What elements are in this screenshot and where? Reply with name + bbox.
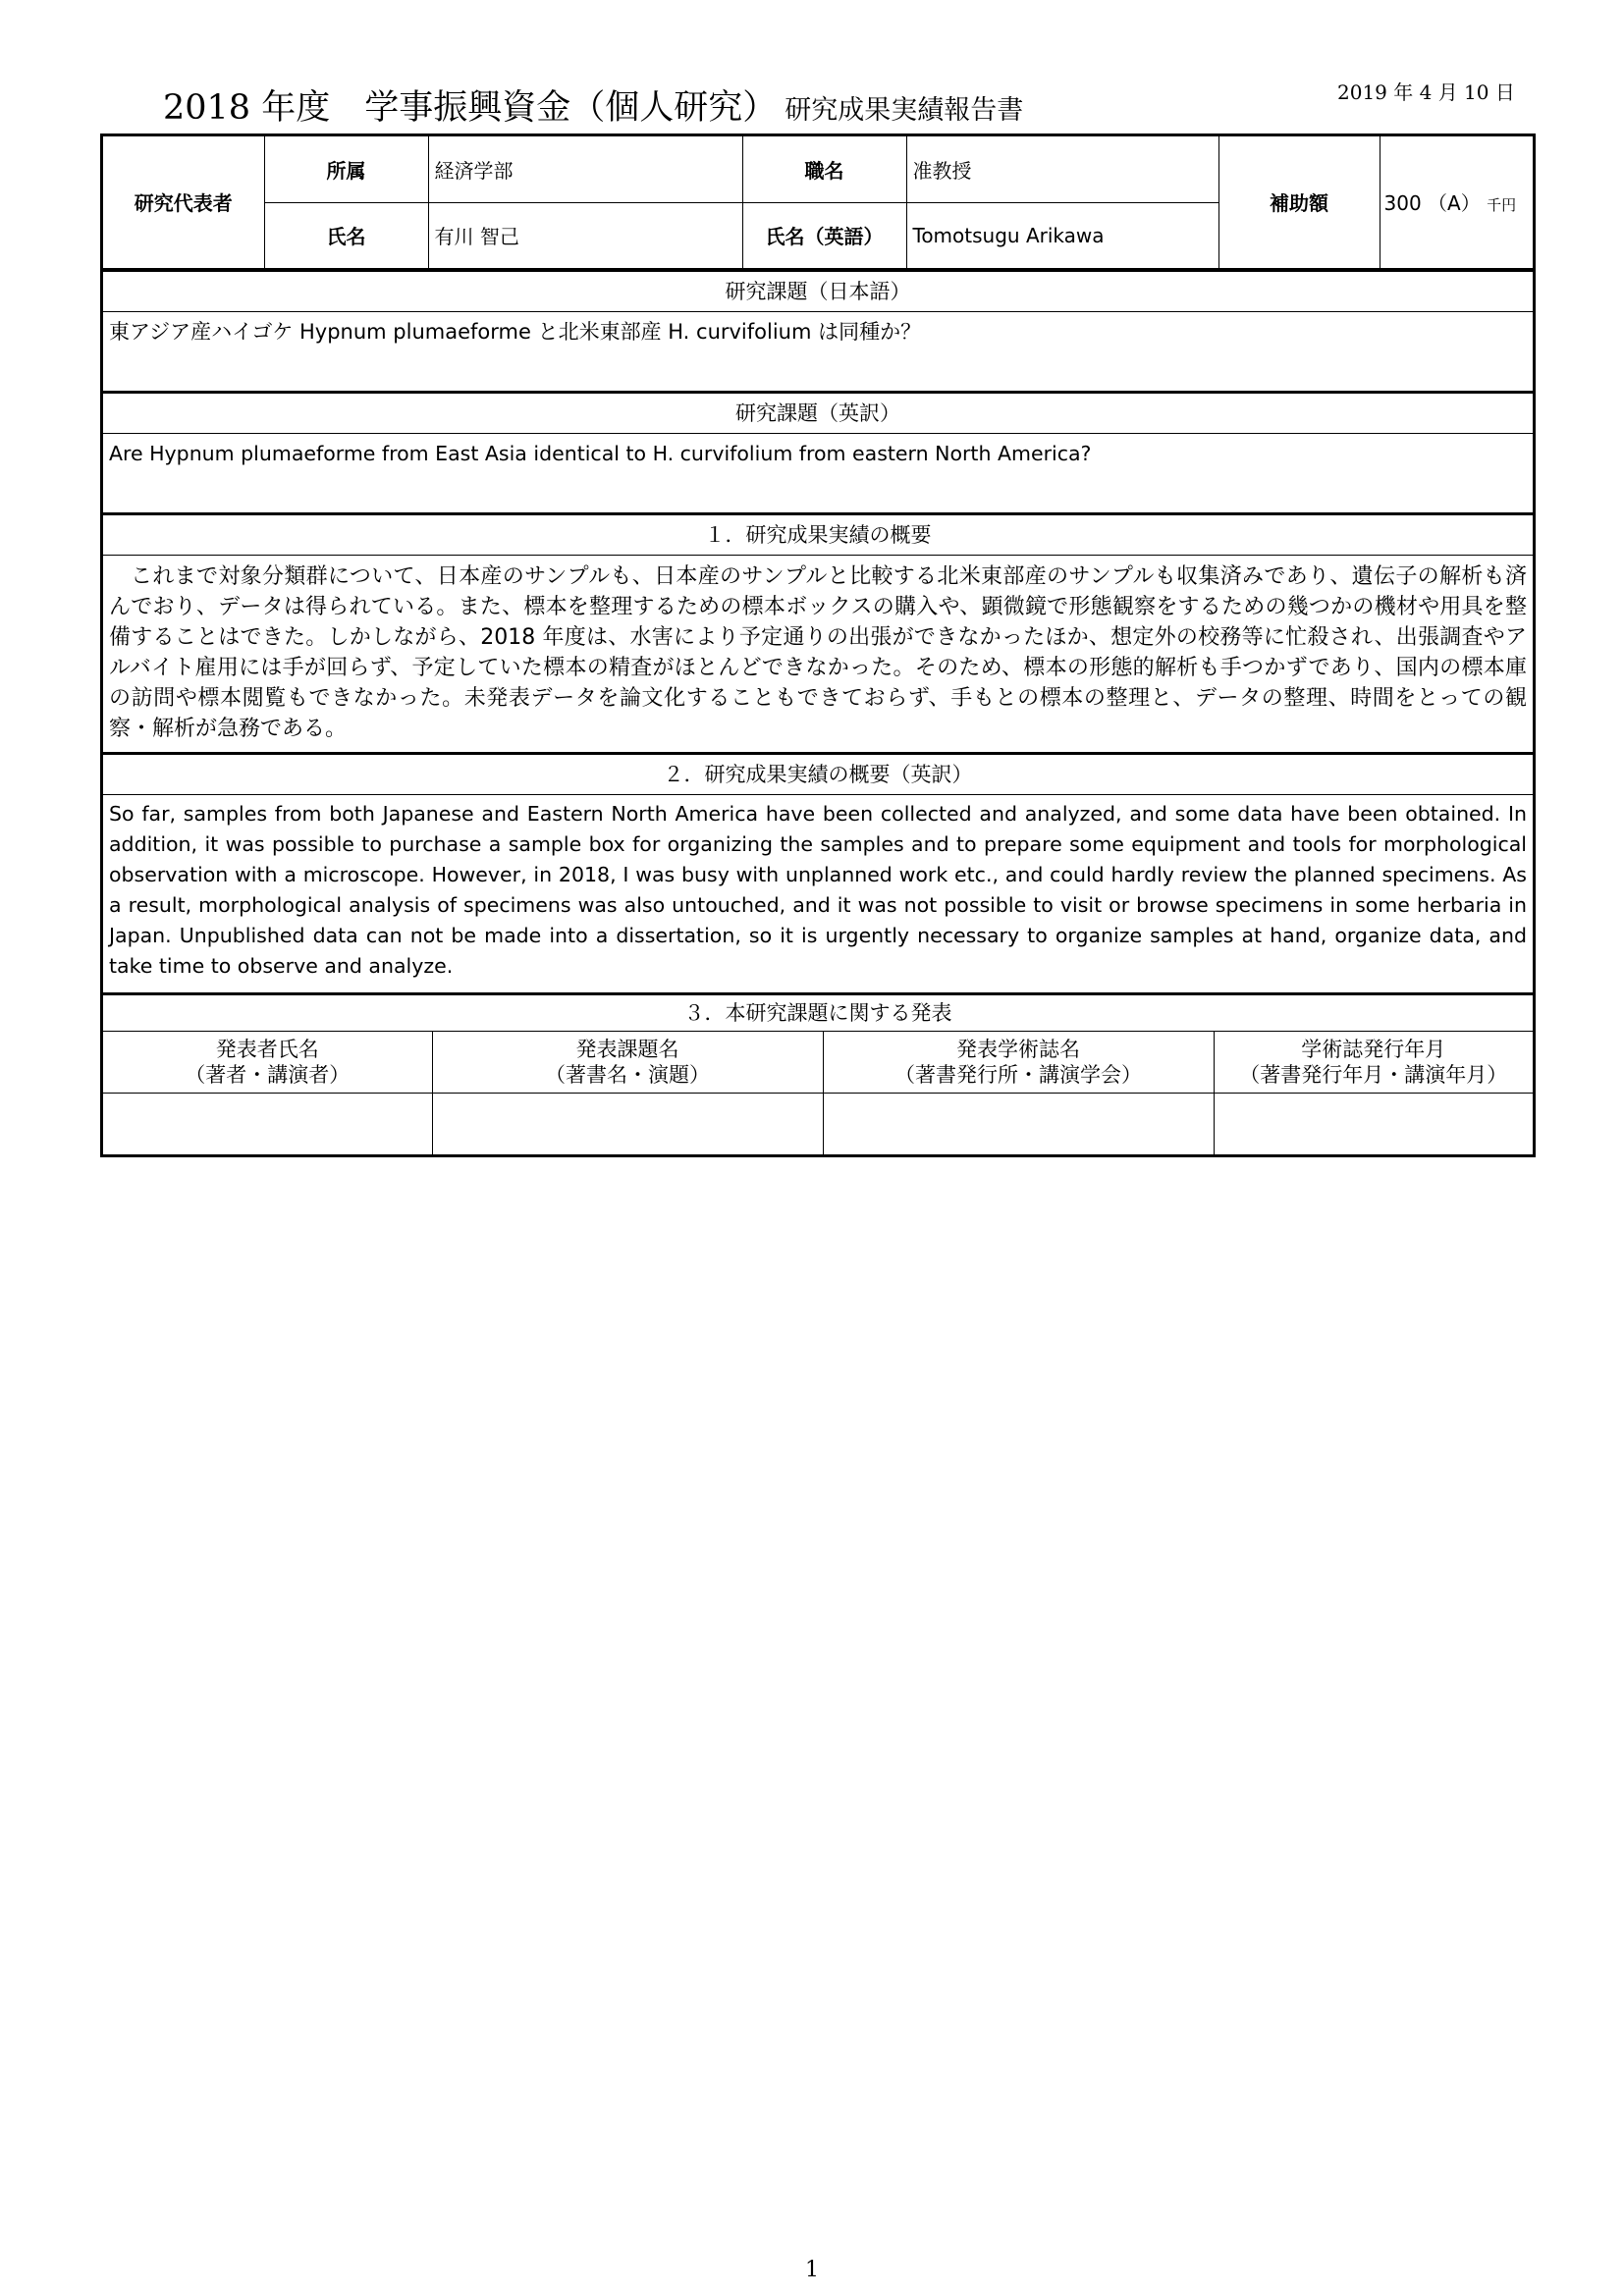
column-header-title: 発表課題名 （著書名・演題） <box>432 1032 823 1094</box>
publications-table <box>103 1032 1533 1154</box>
representative-table <box>103 136 1533 269</box>
subject-jp-heading: 研究課題（日本語） <box>103 269 1533 312</box>
name-value: 有川 智己 <box>428 202 742 268</box>
publication-title-cell <box>432 1093 823 1154</box>
position-label: 職名 <box>742 136 906 202</box>
summary-en-text: So far, samples from both Japanese and Eastern North America have been collected and analyzed, and some data have been obtained. In addition, it was possible to purchase a sample box for organizing the samples and to prepare some equipment and tools for morphological observation with a microscope. However, in 2018, I was busy with unplanned work etc., and could hardly review the planned specimens. As a result, morphological analysis of specimens was also untouched, and it was not possible to visit or browse specimens in some herbaria in Japan. Unpublished data can not be made into a dissertation, so it is urgently necessary to organize samples at hand, organize data, and take time to observe and analyze. <box>109 801 1527 978</box>
report-date: 2019 年 4 月 10 日 <box>1337 80 1515 104</box>
subject-en-text: Are Hypnum plumaeforme from East Asia identical to H. curvifolium from eastern North America? <box>109 441 1092 465</box>
grant-label: 補助額 <box>1218 136 1380 268</box>
summary-jp-heading: １．研究成果実績の概要 <box>103 512 1533 556</box>
grant-unit: 千円 <box>1487 196 1517 215</box>
page-number: 1 <box>805 2258 819 2282</box>
summary-jp-text: これまで対象分類群について、日本産のサンプルも、日本産のサンプルと比較する北米東部産のサンプルも収集済みであり、遺伝子の解析も済んでおり、データは得られている。また、標本を整理するための標本ボックスの購入や、顕微鏡で形態観察をするための幾つかの機材や用具を整備することはできた。しかしながら、2018 年度は、水害により予定通りの出張ができなかったほか、想定外の校務等に忙殺され、出張調査やアルバイト雇用には手が回らず、予定していた標本の精査がほとんどできなかった。そのため、標本の形態的解析も手つかずであり、国内の標本庫の訪問や標本閲覧もできなかった。未発表データを論文化することもできておらず、手もとの標本の整理と、データの整理、時間をとっての観察・解析が急務である。 <box>109 563 1527 741</box>
grant-cell <box>1380 136 1533 268</box>
publication-journal-cell <box>823 1093 1214 1154</box>
affiliation-label: 所属 <box>264 136 428 202</box>
grant-value: 300 （A） <box>1383 191 1481 216</box>
column-header-presenter: 発表者氏名 （著者・講演者） <box>103 1032 432 1094</box>
column-header-journal: 発表学術誌名 （著書発行所・講演学会） <box>823 1032 1214 1094</box>
representative-label: 研究代表者 <box>103 136 264 268</box>
page-title-sub: 研究成果実績報告書 <box>785 95 1024 126</box>
name-label: 氏名 <box>264 202 428 268</box>
subject-en-heading: 研究課題（英訳） <box>103 391 1533 434</box>
affiliation-value: 経済学部 <box>428 136 742 202</box>
publications-heading: ３．本研究課題に関する発表 <box>103 992 1533 1032</box>
name-en-value: Tomotsugu Arikawa <box>906 202 1218 268</box>
publications-header-row <box>103 1032 1533 1094</box>
report-form <box>100 133 1536 1157</box>
subject-jp-text: 東アジア産ハイゴケ Hypnum plumaeforme と北米東部産 H. curvifolium は同種か？ <box>109 319 922 344</box>
page-title <box>163 80 1023 130</box>
publication-presenter-cell <box>103 1093 432 1154</box>
name-en-label: 氏名（英語） <box>742 202 906 268</box>
column-header-date: 学術誌発行年月 （著書発行年月・講演年月） <box>1214 1032 1533 1094</box>
summary-en-heading: ２．研究成果実績の概要（英訳） <box>103 752 1533 795</box>
position-value: 准教授 <box>906 136 1218 202</box>
page-title-main: 2018 年度 学事振興資金（個人研究） <box>163 88 778 128</box>
publication-date-cell <box>1214 1093 1533 1154</box>
table-row <box>103 1093 1533 1154</box>
